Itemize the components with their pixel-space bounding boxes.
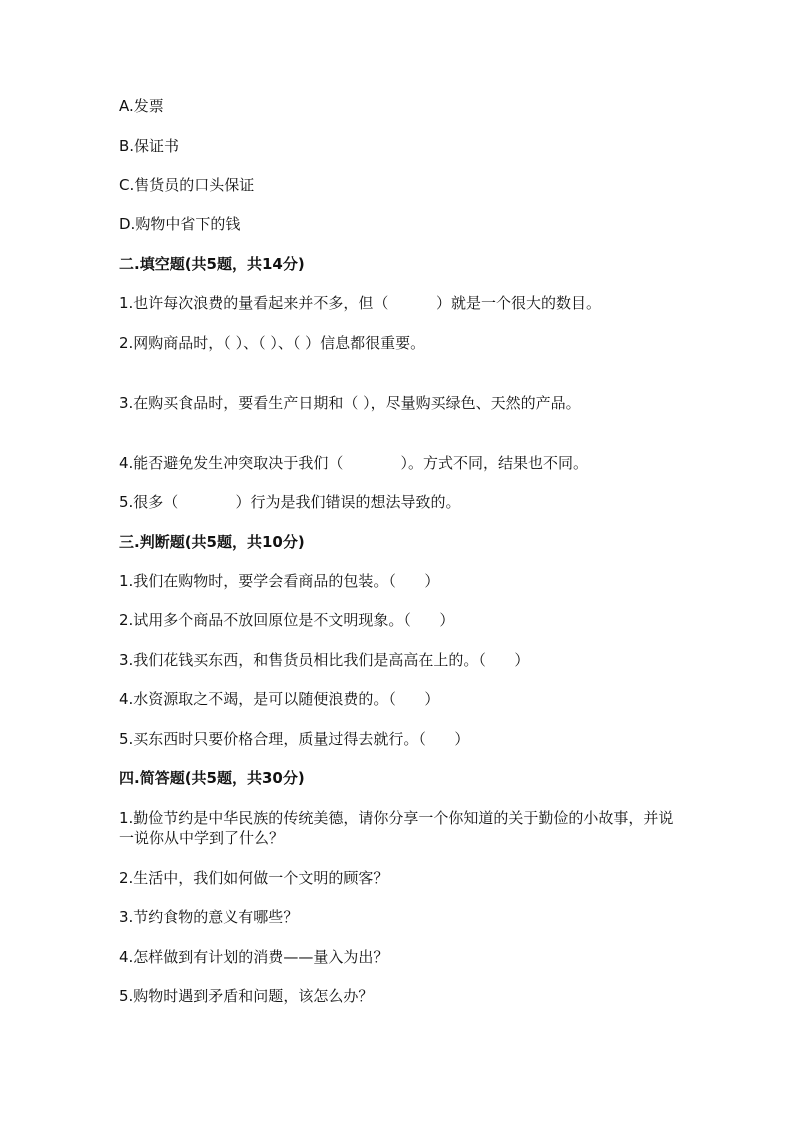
true-false-question-4: 4.水资源取之不竭，是可以随便浪费的。（ ）: [119, 690, 440, 708]
option-b: B.保证书: [119, 137, 180, 155]
option-c: C.售货员的口头保证: [119, 176, 255, 194]
short-answer-question-1: 1.勤俭节约是中华民族的传统美德，请你分享一个你知道的关于勤俭的小故事，并说一说你从中学到了什么？: [119, 809, 674, 847]
short-answer-question-4: 4.怎样做到有计划的消费——量入为出？: [119, 948, 389, 966]
true-false-question-5: 5.买东西时只要价格合理，质量过得去就行。（ ）: [119, 730, 470, 748]
fill-blank-question-4: 4.能否避免发生冲突取决于我们（ ）。方式不同，结果也不同。: [119, 454, 589, 472]
fill-blank-question-2: 2.网购商品时，（ ）、（ ）、（ ）信息都很重要。: [119, 334, 426, 352]
section-true-false-title: 三.判断题(共5题，共10分): [119, 533, 305, 551]
fill-blank-question-1: 1.也许每次浪费的量看起来并不多，但（ ）就是一个很大的数目。: [119, 294, 601, 312]
short-answer-question-2: 2.生活中，我们如何做一个文明的顾客？: [119, 869, 389, 887]
option-a: A.发票: [119, 97, 164, 115]
fill-blank-question-3: 3.在购买食品时，要看生产日期和（ ），尽量购买绿色、天然的产品。: [119, 394, 581, 412]
short-answer-question-3: 3.节约食物的意义有哪些？: [119, 908, 299, 926]
section-short-answer-title: 四.简答题(共5题，共30分): [119, 769, 305, 787]
section-fill-blank-title: 二.填空题(共5题，共14分): [119, 255, 305, 273]
short-answer-question-5: 5.购物时遇到矛盾和问题，该怎么办？: [119, 987, 374, 1005]
fill-blank-question-5: 5.很多（ ）行为是我们错误的想法导致的。: [119, 493, 461, 511]
true-false-question-3: 3.我们花钱买东西，和售货员相比我们是高高在上的。（ ）: [119, 651, 530, 669]
true-false-question-2: 2.试用多个商品不放回原位是不文明现象。（ ）: [119, 611, 455, 629]
option-d: D.购物中省下的钱: [119, 215, 241, 233]
true-false-question-1: 1.我们在购物时，要学会看商品的包装。（ ）: [119, 572, 440, 590]
